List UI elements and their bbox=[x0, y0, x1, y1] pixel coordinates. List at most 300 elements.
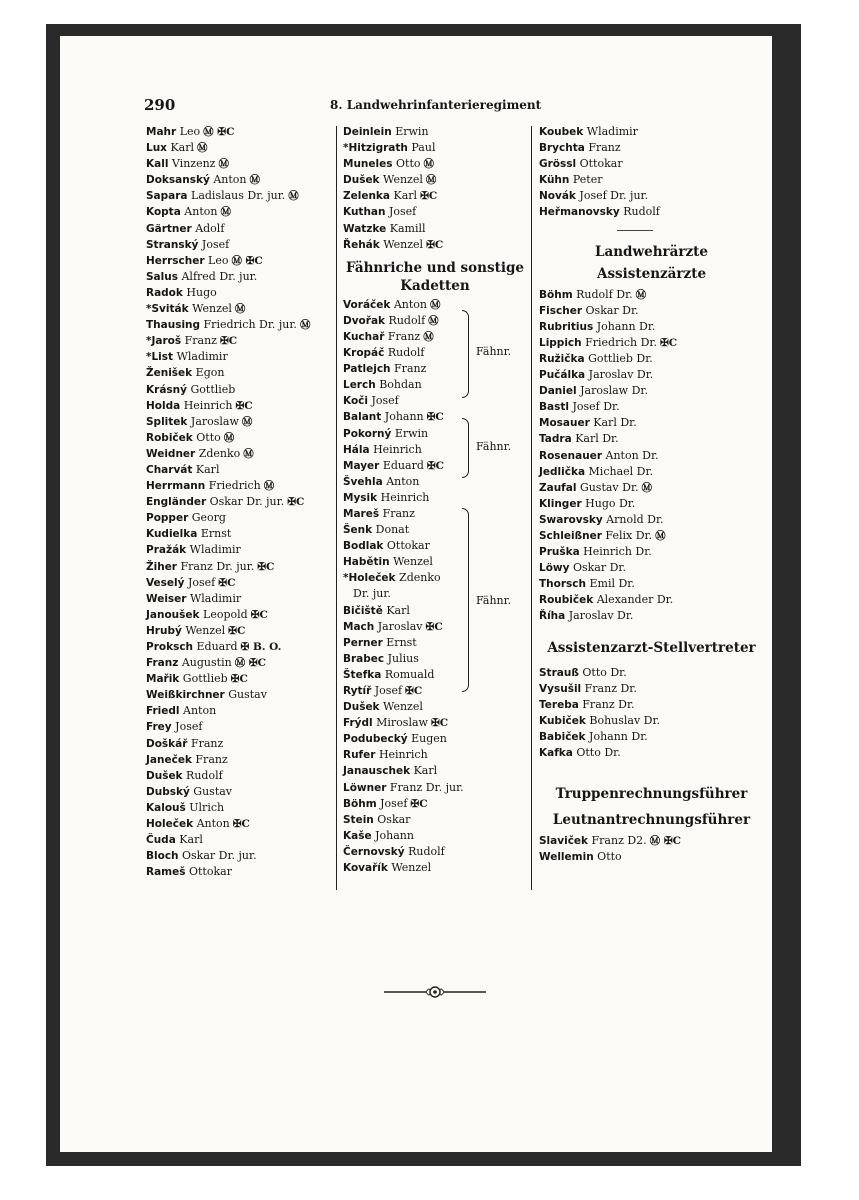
roster-entry bbox=[539, 188, 764, 204]
roster-entry bbox=[539, 448, 764, 464]
entry-given-name: Heinrich bbox=[183, 398, 233, 412]
entry-surname: Slaviček bbox=[539, 835, 589, 848]
entry-surname: Rubritius bbox=[539, 320, 594, 333]
roster-entry bbox=[539, 576, 764, 592]
entry-given-name: Oskar bbox=[377, 812, 411, 826]
entry-decorations: ✠C bbox=[430, 717, 449, 730]
entry-decorations: ✠C bbox=[218, 576, 236, 589]
roster-entry bbox=[146, 703, 332, 719]
entry-given-name: Gustav Dr. bbox=[579, 480, 639, 494]
entry-given-name: Karl bbox=[170, 141, 195, 155]
entry-given-name: Wladimir bbox=[189, 591, 242, 605]
roster-entry bbox=[146, 478, 332, 494]
entry-given-name: Wenzel bbox=[383, 700, 423, 714]
entry-given-name: Miroslaw bbox=[376, 716, 428, 730]
entry-decorations: Ⓜ ✠C bbox=[231, 254, 263, 267]
entry-given-name: Franz bbox=[195, 752, 228, 766]
brace-label-2: Fähnr. bbox=[476, 440, 512, 453]
entry-surname: Hála bbox=[343, 443, 370, 456]
entry-surname: Wellemin bbox=[539, 851, 594, 864]
entry-surname: Veselý bbox=[146, 576, 185, 589]
accountants-heading: Truppenrechnungsführer bbox=[555, 786, 748, 803]
roster-entry bbox=[539, 303, 764, 319]
entry-surname: Bastl bbox=[539, 401, 569, 414]
entry-surname: Holeček bbox=[146, 818, 194, 831]
roster-entry bbox=[146, 768, 332, 784]
roster-entry bbox=[539, 287, 764, 303]
roster-entry bbox=[539, 335, 764, 351]
column-2 bbox=[343, 124, 527, 876]
entry-given-name: Franz Dr. bbox=[584, 681, 637, 695]
roster-entry bbox=[343, 860, 527, 876]
roster-entry bbox=[343, 763, 527, 779]
roster-entry bbox=[343, 124, 527, 140]
entry-surname: Kubiček bbox=[539, 714, 586, 727]
entry-given-name: Wenzel bbox=[393, 555, 433, 569]
roster-entry bbox=[539, 140, 764, 156]
roster-entry bbox=[539, 319, 764, 335]
entry-given-name: Heinrich bbox=[378, 748, 428, 762]
entry-given-name: Josef bbox=[374, 684, 403, 697]
entry-surname: Pražák bbox=[146, 544, 187, 557]
roster-entry bbox=[343, 458, 527, 474]
roster-entry bbox=[539, 124, 764, 140]
entry-surname: Kovařík bbox=[343, 862, 388, 875]
entry-surname: Dušek bbox=[343, 701, 380, 714]
roster-entry bbox=[146, 156, 332, 172]
entry-given-name: Johann bbox=[375, 828, 414, 842]
roster-entry bbox=[343, 635, 527, 651]
entry-given-name: Heinrich Dr. bbox=[583, 545, 652, 559]
entry-surname: Brychta bbox=[539, 142, 585, 155]
entry-decorations: Ⓜ bbox=[263, 480, 275, 493]
entry-given-name: Zdenko bbox=[198, 446, 241, 460]
entry-given-name: Eduard bbox=[382, 458, 424, 472]
roster-entry bbox=[343, 221, 527, 237]
entry-surname: Černovský bbox=[343, 845, 405, 858]
roster-entry bbox=[539, 351, 764, 367]
entry-decorations: Ⓜ bbox=[234, 303, 246, 316]
entry-given-name: Adolf bbox=[195, 221, 225, 235]
roster-entry bbox=[539, 833, 764, 849]
entry-surname: *Hitzigrath bbox=[343, 142, 408, 155]
roster-entry bbox=[343, 747, 527, 763]
roster-entry bbox=[343, 172, 527, 188]
roster-entry bbox=[146, 736, 332, 752]
entry-given-name: Jaroslav Dr. bbox=[588, 368, 654, 382]
entry-surname: Šenk bbox=[343, 524, 373, 537]
entry-given-name: Oskar Dr. bbox=[572, 561, 626, 575]
entry-surname: Thausing bbox=[146, 319, 201, 332]
entry-surname: Mosauer bbox=[539, 417, 590, 430]
entry-surname: Ružička bbox=[539, 352, 585, 365]
entry-decorations: Ⓜ bbox=[641, 481, 653, 494]
entry-decorations: ✠C bbox=[232, 818, 250, 831]
entry-decorations: Ⓜ bbox=[430, 298, 441, 311]
roster-entry bbox=[539, 464, 764, 480]
column-3 bbox=[539, 124, 764, 865]
entry-surname: Stein bbox=[343, 813, 374, 826]
entry-surname: Roubiček bbox=[539, 594, 594, 607]
entry-given-name: Rudolf bbox=[186, 768, 223, 782]
entry-surname: Koubek bbox=[539, 126, 584, 138]
entry-given-name: Otto Dr. bbox=[582, 665, 627, 679]
roster-entry bbox=[343, 329, 527, 345]
entry-given-name: Anton bbox=[183, 704, 217, 718]
running-head: 8. Landwehrinfanterieregiment bbox=[330, 98, 542, 112]
entry-given-name: Franz D2. bbox=[591, 834, 647, 848]
roster-entry bbox=[343, 474, 527, 490]
entry-decorations: Ⓜ bbox=[220, 206, 231, 219]
entry-surname: Kuchař bbox=[343, 330, 385, 343]
roster-entry bbox=[146, 382, 332, 398]
roster-entry bbox=[146, 253, 332, 269]
entry-surname: Bodlak bbox=[343, 540, 384, 553]
entry-decorations: ✠C bbox=[659, 336, 678, 349]
entry-surname: Klinger bbox=[539, 497, 582, 510]
roster-entry bbox=[343, 538, 527, 554]
roster-entry bbox=[343, 522, 527, 538]
entry-decorations: Ⓜ bbox=[423, 330, 434, 343]
entry-surname: Mayer bbox=[343, 459, 380, 472]
entry-given-name: Paul bbox=[411, 141, 436, 155]
entry-given-name: Franz Dr. jur. bbox=[389, 780, 464, 794]
roster-entry bbox=[343, 780, 527, 796]
entry-surname: Ženišek bbox=[146, 367, 193, 380]
roster-entry bbox=[146, 671, 332, 687]
entry-decorations: Ⓜ bbox=[635, 288, 647, 301]
entry-given-name: Michael Dr. bbox=[588, 464, 654, 478]
column-divider-1 bbox=[336, 126, 337, 890]
roster-entry bbox=[343, 393, 527, 409]
entry-surname: Zaufal bbox=[539, 481, 577, 494]
roster-entry bbox=[539, 544, 764, 560]
entry-surname: Kühn bbox=[539, 174, 570, 187]
entry-given-name: Ulrich bbox=[189, 800, 225, 814]
entry-surname: Hrubý bbox=[146, 624, 182, 637]
entry-decorations: Ⓜ bbox=[299, 319, 311, 332]
entry-given-name: Ottokar bbox=[386, 539, 430, 553]
roster-entry bbox=[146, 687, 332, 703]
roster-entry bbox=[539, 512, 764, 528]
roster-entry bbox=[146, 800, 332, 816]
roster-entry bbox=[539, 204, 764, 220]
entry-surname: Löwner bbox=[343, 781, 387, 794]
entry-surname: Zelenka bbox=[343, 190, 390, 203]
entry-surname: Daniel bbox=[539, 385, 577, 398]
entry-given-name: Otto bbox=[396, 157, 421, 171]
roster-entry bbox=[343, 844, 527, 860]
roster-entry bbox=[146, 365, 332, 381]
entry-surname: Kudielka bbox=[146, 528, 198, 541]
brace-group-1 bbox=[462, 310, 469, 398]
entry-given-name: Jaroslav bbox=[377, 619, 423, 633]
entry-given-name: Egon bbox=[195, 366, 225, 380]
entry-surname: Strauß bbox=[539, 666, 579, 679]
entry-decorations: ✠C bbox=[410, 797, 428, 810]
entry-surname: Muneles bbox=[343, 158, 393, 171]
entry-given-name: Gottlieb bbox=[182, 672, 228, 686]
entry-given-name: Rudolf Dr. bbox=[576, 287, 633, 301]
entry-given-name: Ernst bbox=[386, 635, 417, 649]
entry-surname: Perner bbox=[343, 636, 383, 649]
roster-entry bbox=[539, 681, 764, 697]
entry-decorations: Ⓜ ✠C bbox=[649, 835, 681, 848]
entry-given-name: Otto bbox=[597, 850, 622, 864]
roster-entry bbox=[146, 752, 332, 768]
entry-given-name: Johann bbox=[384, 410, 424, 424]
entry-given-name: Hugo Dr. bbox=[585, 496, 636, 510]
roster-entry bbox=[343, 570, 527, 586]
entry-given-name: Eduard bbox=[196, 640, 238, 653]
entry-given-name: Gottlieb bbox=[190, 382, 236, 396]
entry-given-name: Heinrich bbox=[380, 490, 430, 504]
roster-entry bbox=[343, 377, 527, 393]
entry-decorations: ✠C bbox=[219, 335, 238, 348]
entry-surname: Bloch bbox=[146, 850, 179, 863]
entry-surname: Löwy bbox=[539, 562, 570, 575]
entry-given-name: Felix Dr. bbox=[605, 528, 653, 542]
cadets-heading: Fähnriche und sonstige Kadetten bbox=[346, 259, 524, 294]
roster-entry bbox=[343, 667, 527, 683]
roster-entry bbox=[343, 506, 527, 522]
entry-given-name: Augustin bbox=[181, 656, 232, 670]
entry-given-name: Ernst bbox=[200, 527, 232, 541]
short-divider bbox=[617, 230, 653, 231]
entry-given-name: Franz bbox=[184, 334, 217, 348]
roster-entry bbox=[146, 221, 332, 237]
entry-given-name: Anton bbox=[393, 297, 428, 311]
entry-surname: Štefka bbox=[343, 668, 382, 681]
roster-entry bbox=[146, 655, 332, 671]
roster-entry bbox=[146, 333, 332, 349]
entry-given-name: Anton bbox=[184, 205, 218, 219]
roster-entry bbox=[539, 480, 764, 496]
roster-entry bbox=[146, 784, 332, 800]
brace-label-1: Fähnr. bbox=[476, 345, 512, 358]
entry-surname: Mareš bbox=[343, 507, 380, 520]
roster-entry bbox=[146, 607, 332, 623]
roster-entry bbox=[343, 188, 527, 204]
entry-given-name: Gottlieb Dr. bbox=[588, 351, 653, 365]
entry-surname: Stranský bbox=[146, 238, 199, 251]
entry-given-name: Ottokar bbox=[579, 157, 623, 171]
entry-decorations: ✠ B. O. bbox=[240, 641, 282, 653]
entry-given-name: Josef bbox=[188, 575, 216, 589]
entry-decorations: Ⓜ bbox=[425, 174, 437, 187]
roster-entry bbox=[146, 542, 332, 558]
entry-surname: Fischer bbox=[539, 304, 583, 317]
entry-given-name: Wenzel bbox=[185, 623, 226, 637]
entry-surname: Rytíř bbox=[343, 685, 372, 697]
entry-given-name: Wenzel bbox=[192, 302, 232, 316]
entry-surname: *Sviták bbox=[146, 303, 189, 316]
ornament-divider bbox=[380, 983, 490, 1001]
entry-given-name: Otto Dr. bbox=[576, 746, 621, 759]
roster-entry bbox=[146, 446, 332, 462]
entry-given-name: Jaroslav Dr. bbox=[568, 609, 634, 623]
entry-given-name: Peter bbox=[572, 173, 603, 187]
entry-decorations: Ⓜ bbox=[655, 529, 666, 542]
entry-given-name: Bohdan bbox=[379, 378, 422, 392]
roster-entry bbox=[343, 490, 527, 506]
brace-group-3 bbox=[462, 508, 469, 692]
entry-given-name: Franz bbox=[387, 329, 421, 343]
roster-entry bbox=[146, 848, 332, 864]
entry-given-name: Oskar Dr. bbox=[585, 303, 639, 317]
roster-entry bbox=[146, 816, 332, 832]
entry-given-name: Friedrich Dr. bbox=[585, 335, 657, 349]
entry-surname: Rosenauer bbox=[539, 449, 603, 462]
entry-surname: Popper bbox=[146, 512, 189, 525]
entry-surname: Podubecký bbox=[343, 733, 408, 746]
entry-surname: Proksch bbox=[146, 641, 194, 653]
roster-entry bbox=[343, 297, 527, 313]
roster-entry bbox=[539, 608, 764, 624]
entry-given-name: Wladimir bbox=[176, 350, 228, 364]
entry-decorations: ✠C bbox=[228, 624, 246, 637]
entry-surname: Herrscher bbox=[146, 254, 205, 267]
roster-entry bbox=[539, 496, 764, 512]
entry-surname: Thorsch bbox=[539, 578, 586, 591]
assistant-doctors-heading: Assistenzärzte bbox=[596, 265, 707, 282]
entry-given-name: Kamill bbox=[389, 221, 426, 235]
entry-surname: Kuthan bbox=[343, 206, 386, 219]
roster-entry bbox=[146, 301, 332, 317]
entry-surname: Doškář bbox=[146, 737, 188, 750]
entry-surname: Franz bbox=[146, 657, 179, 670]
entry-given-name: Dr. jur. bbox=[353, 587, 391, 601]
entry-given-name: Karl bbox=[195, 462, 220, 476]
entry-given-name: Franz Dr. bbox=[582, 697, 635, 711]
entry-decorations: Ⓜ bbox=[288, 190, 299, 203]
entry-surname: Bičiště bbox=[343, 604, 383, 617]
roster-entry bbox=[539, 665, 764, 681]
entry-surname: Böhm bbox=[539, 288, 573, 301]
entry-surname: Balant bbox=[343, 411, 382, 424]
entry-surname: Pruška bbox=[539, 546, 580, 559]
entry-surname: Kall bbox=[146, 158, 169, 171]
entry-surname: Dvořak bbox=[343, 314, 386, 327]
entry-decorations: ✠C bbox=[426, 459, 445, 472]
roster-entry bbox=[146, 269, 332, 285]
roster-entry bbox=[146, 414, 332, 430]
roster-entry bbox=[343, 409, 527, 425]
entry-decorations: ✠C bbox=[405, 685, 423, 697]
entry-given-name: Emil Dr. bbox=[589, 577, 635, 591]
entry-given-name: Johann Dr. bbox=[589, 729, 648, 743]
roster-entry bbox=[146, 140, 332, 156]
entry-given-name: Wladimir bbox=[586, 125, 638, 138]
entry-given-name: Friedrich bbox=[208, 479, 261, 493]
entry-given-name: Wladimir bbox=[189, 543, 241, 557]
entry-given-name: Franz bbox=[394, 362, 427, 376]
entry-surname: Patlejch bbox=[343, 363, 391, 376]
entry-surname: Mysik bbox=[343, 491, 378, 504]
entry-given-name: Jaroslaw bbox=[190, 414, 239, 428]
entry-surname: Dušek bbox=[146, 769, 183, 782]
entry-given-name: Rudolf bbox=[623, 205, 660, 219]
roster-entry bbox=[146, 623, 332, 639]
entry-given-name: Franz bbox=[190, 736, 224, 750]
entry-surname: Sapara bbox=[146, 190, 188, 203]
roster-entry bbox=[343, 204, 527, 220]
entry-surname: *List bbox=[146, 351, 174, 364]
entry-decorations: Ⓜ bbox=[423, 158, 434, 171]
entry-surname: Tadra bbox=[539, 433, 572, 446]
roster-entry bbox=[343, 715, 527, 731]
entry-surname: Grössl bbox=[539, 158, 577, 171]
entry-decorations: Ⓜ bbox=[243, 447, 254, 460]
entry-given-name: Heinrich bbox=[373, 442, 422, 456]
roster-entry bbox=[343, 140, 527, 156]
entry-given-name: Oskar Dr. jur. bbox=[209, 495, 285, 509]
entry-given-name: Romuald bbox=[384, 667, 435, 681]
roster-entry bbox=[343, 156, 527, 172]
entry-given-name: Rudolf bbox=[388, 313, 426, 327]
roster-entry bbox=[539, 172, 764, 188]
entry-given-name: Karl bbox=[393, 189, 418, 203]
roster-entry bbox=[539, 729, 764, 745]
entry-surname: Doksanský bbox=[146, 174, 210, 187]
roster-entry bbox=[146, 639, 332, 655]
entry-surname: Jedlička bbox=[539, 465, 586, 478]
entry-surname: Friedl bbox=[146, 705, 180, 718]
entry-surname: Heřmanovsky bbox=[539, 206, 620, 219]
entry-decorations: ✠C bbox=[426, 411, 444, 424]
entry-given-name: Josef bbox=[175, 720, 203, 734]
entry-surname: Schleißner bbox=[539, 529, 602, 542]
entry-surname: Voráček bbox=[343, 298, 391, 311]
roster-entry bbox=[343, 619, 527, 635]
entry-given-name: Erwin bbox=[395, 125, 429, 138]
roster-entry bbox=[146, 124, 332, 140]
entry-surname: Kalouš bbox=[146, 801, 186, 814]
entry-decorations: ✠C bbox=[230, 673, 248, 686]
entry-decorations: ✠C bbox=[257, 560, 275, 573]
roster-entry bbox=[343, 796, 527, 812]
entry-surname: Kropáč bbox=[343, 347, 385, 360]
entry-given-name: Bohuslav Dr. bbox=[589, 713, 661, 727]
entry-decorations: Ⓜ bbox=[428, 314, 439, 327]
entry-given-name: Leo bbox=[179, 125, 201, 138]
roster-entry bbox=[343, 313, 527, 329]
roster-entry bbox=[539, 592, 764, 608]
roster-entry bbox=[539, 399, 764, 415]
entry-decorations: Ⓜ bbox=[249, 174, 260, 187]
entry-given-name: Josef bbox=[201, 237, 230, 251]
entry-given-name: Ladislaus Dr. jur. bbox=[191, 189, 286, 203]
entry-given-name: Josef Dr. bbox=[572, 400, 620, 414]
entry-given-name: Wenzel bbox=[383, 237, 424, 251]
entry-surname: Herrmann bbox=[146, 480, 206, 493]
roster-entry bbox=[539, 367, 764, 383]
entry-surname: Watzke bbox=[343, 222, 387, 235]
entry-given-name: Gustav bbox=[228, 688, 267, 702]
roster-entry bbox=[146, 832, 332, 848]
roster-entry bbox=[539, 156, 764, 172]
entry-given-name: Karl bbox=[386, 603, 410, 617]
roster-entry bbox=[146, 510, 332, 526]
entry-surname: Lerch bbox=[343, 379, 376, 392]
entry-decorations: Ⓜ bbox=[241, 415, 253, 428]
entry-given-name: Wenzel bbox=[383, 173, 423, 187]
roster-entry bbox=[146, 494, 332, 510]
entry-surname: Říha bbox=[539, 610, 566, 623]
entry-surname: Mařik bbox=[146, 673, 180, 686]
entry-surname: Robiček bbox=[146, 431, 193, 444]
entry-given-name: Rudolf bbox=[387, 346, 425, 360]
